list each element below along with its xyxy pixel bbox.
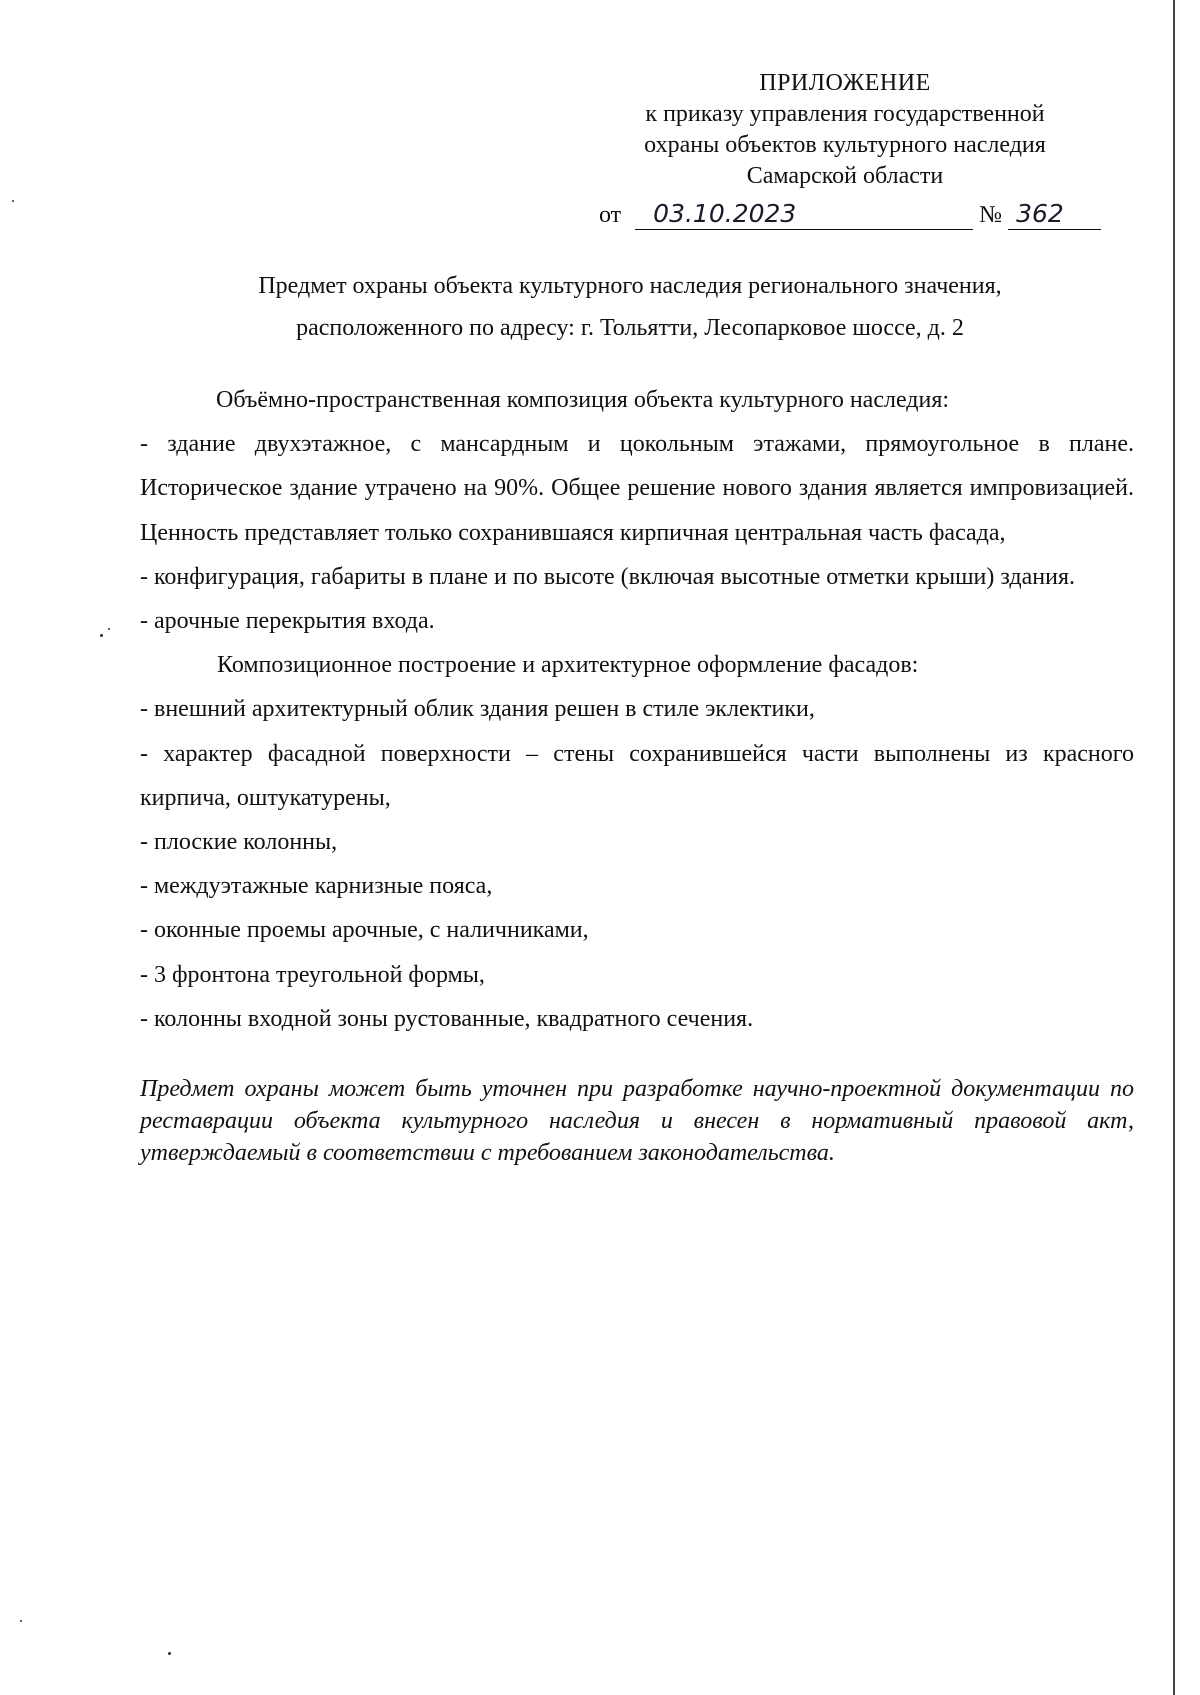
list-item: - арочные перекрытия входа. bbox=[140, 608, 435, 635]
header-line: охраны объектов культурного наследия bbox=[644, 132, 1046, 158]
appendix-header bbox=[590, 68, 1100, 192]
scan-border-line bbox=[1173, 0, 1175, 1695]
order-date-number bbox=[599, 198, 1101, 231]
header-line: Самарской области bbox=[746, 163, 944, 189]
header-line: к приказу управления государственной bbox=[645, 101, 1045, 127]
list-item: - конфигурация, габариты в плане и по высоте (включая высотные отметки крыши) здания. bbox=[140, 563, 1076, 590]
scan-speck bbox=[108, 628, 110, 630]
list-item: - 3 фронтона треугольной формы, bbox=[140, 961, 485, 988]
list-item: - междуэтажные карнизные пояса, bbox=[140, 873, 493, 900]
section-heading: Композиционное построение и архитектурное оформление фасадов: bbox=[217, 652, 919, 679]
date-prefix: от bbox=[599, 202, 622, 228]
list-item: - колонны входной зоны рустованные, квадратного сечения. bbox=[140, 1005, 754, 1032]
list-item: - здание двухэтажное, с мансардным и цокольным этажами, прямоугольное в плане. Историческое здание утрачено на 90%. Общее решение нового здания является импровизацией. Ценность представляет только сохранившаяся кирпичная центральная часть фасада, bbox=[140, 431, 1134, 546]
title-line: расположенного по адресу: г. Тольятти, Лесопарковое шоссе, д. 2 bbox=[296, 315, 964, 341]
scan-speck bbox=[100, 634, 103, 637]
appendix-title: ПРИЛОЖЕНИЕ bbox=[759, 70, 931, 96]
handwritten-date: 03.10.2023 bbox=[635, 198, 973, 230]
number-prefix: № bbox=[979, 202, 1003, 228]
title-line: Предмет охраны объекта культурного наследия регионального значения, bbox=[258, 273, 1002, 299]
scan-speck bbox=[20, 1620, 22, 1622]
list-item: - характер фасадной поверхности – стены сохранившейся части выполнены из красного кирпича, оштукатурены, bbox=[140, 740, 1134, 811]
scan-speck bbox=[168, 1652, 171, 1655]
list-item: - плоские колонны, bbox=[140, 829, 338, 856]
list-item: - оконные проемы арочные, с наличниками, bbox=[140, 917, 589, 944]
handwritten-number: 362 bbox=[1008, 198, 1101, 230]
footnote-italic: Предмет охраны может быть уточнен при разработке научно-проектной документации по реставрации объекта культурного наследия и внесен в нормативный правовой акт, утверждаемый в соответствии с требованием законодательства. bbox=[140, 1076, 1134, 1167]
scan-speck bbox=[12, 200, 14, 202]
section-heading: Объёмно-пространственная композиция объекта культурного наследия: bbox=[216, 387, 950, 413]
document-body bbox=[140, 378, 1134, 1169]
list-item: - внешний архитектурный облик здания решен в стиле эклектики, bbox=[140, 696, 815, 723]
document-title bbox=[140, 265, 1120, 349]
